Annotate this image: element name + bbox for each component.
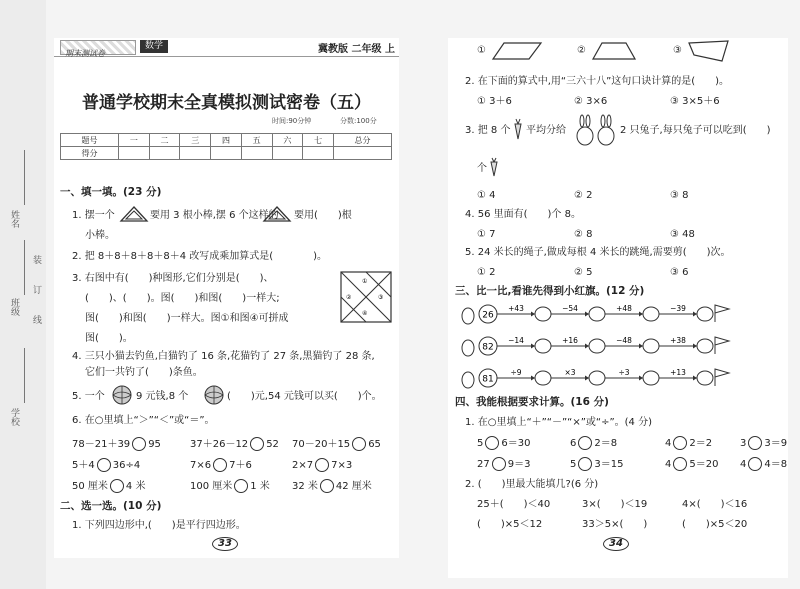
arrow-head-icon: [585, 376, 589, 381]
binding-deco-2: 订: [31, 285, 41, 294]
r-q3-text-a: 3. 把 8 个: [465, 125, 511, 136]
score-header-cell: 五: [241, 134, 272, 147]
binding-margin: [0, 0, 46, 589]
operand-left: 3: [740, 438, 747, 449]
score-table-row: [61, 147, 392, 160]
q3-text-b: ( )、( )。图( )和图( )一样大;: [85, 293, 280, 304]
arrow-head-icon: [693, 376, 697, 381]
comparison-item: [190, 479, 270, 493]
score-header-cell: 三: [180, 134, 211, 147]
comparison-item: [72, 479, 145, 493]
chain-operation: +48: [616, 304, 632, 313]
score-cell[interactable]: [333, 147, 391, 160]
answer-circle[interactable]: [352, 437, 366, 451]
q2-text: 2. 把 8＋8＋8＋8＋8＋4 改写成乘加算式是( )。: [72, 251, 328, 262]
chain-operation: ×3: [564, 368, 576, 377]
page-number-left: 33: [212, 537, 238, 551]
trapezoid-shape: [592, 42, 636, 60]
operator-item: [477, 457, 530, 471]
class-line: [24, 240, 25, 295]
score-cell[interactable]: [180, 147, 211, 160]
triangle-icon: [120, 206, 148, 222]
comparison-item: [292, 458, 352, 472]
r-q5-opt-3: ③ 6: [670, 267, 689, 278]
chain-answer-circle[interactable]: [697, 339, 713, 353]
arrow-head-icon: [531, 344, 535, 349]
page-title: 普通学校期末全真模拟测试密卷（五）: [82, 93, 371, 113]
operator-circle[interactable]: [492, 457, 506, 471]
chain-answer-circle[interactable]: [643, 339, 659, 353]
number-chains: [460, 300, 700, 396]
operand-right: 2＝8: [594, 438, 618, 449]
r-q3-text-c: 2 只兔子,每只兔子可以吃到( ): [620, 125, 771, 136]
arrow-head-icon: [693, 344, 697, 349]
operand-left: 4: [665, 459, 672, 470]
fill-2-1: ( )×5＜12: [477, 519, 543, 530]
r-q4-text: 4. 56 里面有( )个 8。: [465, 209, 581, 220]
r-q5-opt-1: ① 2: [477, 267, 496, 278]
tangram-figure: [340, 271, 392, 323]
opt-3-label: ③: [673, 45, 682, 56]
fill-1-1: 25＋( )＜40: [477, 499, 551, 510]
operand-left: 27: [477, 459, 490, 470]
comparison-right: 7×3: [331, 460, 353, 471]
chain-answer-circle[interactable]: [535, 371, 551, 385]
subject-seal: 数学: [140, 40, 168, 53]
arrow-head-icon: [639, 344, 643, 349]
operator-circle[interactable]: [748, 457, 762, 471]
r-q4-opt-3: ③ 48: [670, 229, 695, 240]
answer-circle[interactable]: [213, 458, 227, 472]
q5-text-b: 9 元钱,8 个: [136, 391, 189, 402]
q3-text-a: 3. 右图中有( )种图形,它们分别是( )、: [72, 273, 274, 284]
comparison-left: 100 厘米: [190, 481, 233, 492]
score-cell[interactable]: [149, 147, 180, 160]
fill-2-2: 33＞5×( ): [582, 519, 648, 530]
chain-operation: −14: [508, 336, 524, 345]
name-line: [24, 150, 25, 205]
q3-text-d: 图( )。: [85, 333, 133, 344]
comparison-item: [292, 437, 381, 451]
arrow-head-icon: [531, 312, 535, 317]
carrot-icon: [489, 157, 499, 177]
comparison-item: [292, 479, 372, 493]
chain-operation: ÷3: [618, 368, 630, 377]
chain-start-value: 26: [482, 310, 494, 321]
chain-start-value: 82: [482, 342, 494, 353]
svg-text:③: ③: [378, 294, 384, 301]
q4-text-a: 4. 三只小猫去钓鱼,白猫钓了 16 条,花猫钓了 27 条,黑猫钓了 28 条,: [72, 351, 375, 362]
parallelogram-shape: [492, 42, 542, 60]
score-cell[interactable]: [241, 147, 272, 160]
animal-icon: [462, 340, 474, 356]
arrow-head-icon: [693, 312, 697, 317]
operand-right: 5＝20: [689, 459, 719, 470]
chain-answer-circle[interactable]: [643, 371, 659, 385]
comparison-right: 52: [266, 439, 279, 450]
r-q5-text: 5. 24 米长的绳子,做成每根 4 米长的跳绳,需要剪( )次。: [465, 247, 731, 258]
q3-text-c: 图( )和图( )一样大。图①和图④可拼成: [85, 313, 289, 324]
comparison-left: 32 米: [292, 481, 318, 492]
q5-text-a: 5. 一个: [72, 391, 105, 402]
carrot-icon: [513, 118, 523, 140]
q1-text-b: 要用 3 根小棒,摆 6 个这样的: [150, 210, 279, 221]
s2-q1-text: 1. 下列四边形中,( )是平行四边形。: [72, 520, 246, 531]
q6-text: 6. 在○里填上“＞”“＜”或“＝”。: [72, 415, 215, 426]
operator-item: [570, 436, 617, 450]
animal-icon: [462, 372, 474, 388]
operator-item: [740, 457, 787, 471]
score-header-cell: 二: [149, 134, 180, 147]
score-header-cell: 总分: [333, 134, 391, 147]
operator-item: [665, 436, 712, 450]
chain-operation: −54: [562, 304, 578, 313]
operand-right: 6＝30: [501, 438, 531, 449]
r-q4-opt-2: ② 8: [574, 229, 593, 240]
answer-circle[interactable]: [315, 458, 329, 472]
comparison-left: 50 厘米: [72, 481, 108, 492]
arrow-head-icon: [531, 376, 535, 381]
chain-operation: +43: [508, 304, 524, 313]
score-cell[interactable]: [303, 147, 334, 160]
answer-circle[interactable]: [97, 458, 111, 472]
answer-circle[interactable]: [320, 479, 334, 493]
r-q2-text: 2. 在下面的算式中,用“三六十八”这句口诀计算的是( )。: [465, 76, 730, 87]
series-text: 期末测试卷: [65, 49, 105, 58]
comparison-item: [72, 437, 161, 451]
operand-left: 4: [740, 459, 747, 470]
binding-deco-3: 线: [31, 315, 41, 324]
r-q2-opt-3: ③ 3×5＋6: [670, 96, 720, 107]
svg-text:④: ④: [362, 310, 368, 317]
chain-operation: +16: [562, 336, 578, 345]
chain-answer-circle[interactable]: [589, 307, 605, 321]
chain-answer-circle[interactable]: [697, 307, 713, 321]
school-label: 学校: [9, 408, 19, 426]
s4-q2-text: 2. ( )里最大能填几?(6 分): [465, 479, 599, 490]
animal-icon: [462, 308, 474, 324]
score-header-cell: 题号: [61, 134, 119, 147]
arrow-head-icon: [639, 312, 643, 317]
comparison-left: 37＋26－12: [190, 439, 249, 450]
school-line: [24, 348, 25, 403]
answer-circle[interactable]: [132, 437, 146, 451]
operand-left: 5: [477, 438, 484, 449]
r-q3-opt-1: ① 4: [477, 190, 496, 201]
operand-left: 6: [570, 438, 577, 449]
rabbit-icon: [574, 114, 618, 148]
q1-text-d: 小棒。: [85, 230, 115, 241]
chain-operation: −48: [616, 336, 632, 345]
r-q3-text-d: 个: [477, 163, 487, 174]
comparison-right: 42 厘米: [335, 481, 372, 492]
operand-left: 5: [570, 459, 577, 470]
svg-text:②: ②: [346, 294, 352, 301]
comparison-left: 70－20＋15: [292, 439, 351, 450]
chain-operation: ÷9: [510, 368, 522, 377]
score-table-header: [61, 134, 392, 147]
r-q4-opt-1: ① 7: [477, 229, 496, 240]
operand-right: 3＝9: [764, 438, 788, 449]
s4-q1-text: 1. 在○里填上“＋”“－”“×”或“÷”。(4 分): [465, 417, 652, 428]
q4-text-b: 它们一共钓了( )条鱼。: [85, 367, 203, 378]
arrow-head-icon: [585, 312, 589, 317]
operand-right: 2＝2: [689, 438, 713, 449]
score-table: [60, 133, 392, 160]
score-header-cell: 四: [211, 134, 242, 147]
ball-icon: [204, 385, 224, 405]
binding-deco-1: 装: [31, 255, 41, 264]
r-q2-opt-1: ① 3＋6: [477, 96, 512, 107]
comparison-left: 5＋4: [72, 460, 95, 471]
r-q5-opt-2: ② 5: [574, 267, 593, 278]
fill-2-3: ( )×5＜20: [682, 519, 748, 530]
triangle-icon: [263, 206, 291, 222]
chain-operation: +13: [670, 368, 686, 377]
chain-operation: −39: [670, 304, 686, 313]
svg-text:①: ①: [362, 278, 368, 285]
comparison-right: 95: [148, 439, 161, 450]
page-header: [54, 38, 399, 57]
comparison-left: 2×7: [292, 460, 314, 471]
operator-circle[interactable]: [578, 436, 592, 450]
comparison-right: 65: [368, 439, 381, 450]
name-label: 姓名: [9, 210, 19, 228]
operator-circle[interactable]: [673, 436, 687, 450]
comparison-right: 7＋6: [229, 460, 252, 471]
chain-answer-circle[interactable]: [589, 371, 605, 385]
score-cell[interactable]: [119, 147, 150, 160]
operator-item: [740, 436, 787, 450]
chain-answer-circle[interactable]: [697, 371, 713, 385]
score-cell[interactable]: [272, 147, 303, 160]
opt-1-label: ①: [477, 45, 486, 56]
comparison-left: 78－21＋39: [72, 439, 131, 450]
operator-item: [477, 436, 530, 450]
class-label: 班级: [9, 298, 19, 316]
operand-right: 4＝8: [764, 459, 788, 470]
edition-label: 冀教版 二年级 上: [318, 44, 395, 55]
operand-left: 4: [665, 438, 672, 449]
section-4-title: 四、我能根据要求计算。(16 分): [455, 396, 609, 408]
chain-answer-circle[interactable]: [535, 339, 551, 353]
score-header-cell: 七: [303, 134, 334, 147]
chain-answer-circle[interactable]: [535, 307, 551, 321]
chain-answer-circle[interactable]: [589, 339, 605, 353]
section-3-title: 三、比一比,看谁先得到小红旗。(12 分): [455, 285, 645, 297]
fill-1-2: 3×( )＜19: [582, 499, 648, 510]
operator-circle[interactable]: [673, 457, 687, 471]
time-limit: 时间:90分钟: [272, 117, 312, 125]
operator-item: [665, 457, 718, 471]
arrow-head-icon: [639, 376, 643, 381]
r-q3-opt-3: ③ 8: [670, 190, 689, 201]
chain-start-value: 81: [482, 374, 494, 385]
comparison-right: 1 米: [250, 481, 270, 492]
answer-circle[interactable]: [250, 437, 264, 451]
chain-operation: +38: [670, 336, 686, 345]
score-header-cell: 六: [272, 134, 303, 147]
r-q3-text-b: 平均分给: [526, 125, 566, 136]
r-q2-opt-2: ② 3×6: [574, 96, 608, 107]
ball-icon: [112, 385, 132, 405]
page-number-right: 34: [603, 537, 629, 551]
operator-circle[interactable]: [578, 457, 592, 471]
full-score: 分数:100分: [340, 117, 377, 125]
comparison-right: 4 米: [125, 481, 146, 492]
q1-text-a: 1. 摆一个: [72, 210, 115, 221]
operator-item: [570, 457, 623, 471]
comparison-item: [72, 458, 140, 472]
arrow-head-icon: [585, 344, 589, 349]
score-cell[interactable]: [211, 147, 242, 160]
comparison-item: [190, 437, 279, 451]
comparison-item: [190, 458, 252, 472]
comparison-right: 36÷4: [112, 460, 141, 471]
r-q3-opt-2: ② 2: [574, 190, 593, 201]
series-logo: [60, 40, 136, 58]
section-1-title: 一、填一填。(23 分): [60, 186, 162, 198]
operator-circle[interactable]: [748, 436, 762, 450]
opt-2-label: ②: [577, 45, 586, 56]
q1-text-c: 要用( )根: [294, 210, 352, 221]
chain-answer-circle[interactable]: [643, 307, 659, 321]
fill-1-3: 4×( )＜16: [682, 499, 748, 510]
comparison-left: 7×6: [190, 460, 212, 471]
answer-circle[interactable]: [110, 479, 124, 493]
q5-text-c: ( )元,54 元钱可以买( )个。: [227, 391, 382, 402]
score-row-label: 得分: [61, 147, 119, 160]
operand-right: 9＝3: [507, 459, 531, 470]
section-2-title: 二、选一选。(10 分): [60, 500, 162, 512]
answer-circle[interactable]: [234, 479, 248, 493]
score-header-cell: 一: [119, 134, 150, 147]
quadrilateral-shape: [688, 40, 730, 62]
operand-right: 3＝15: [594, 459, 624, 470]
operator-circle[interactable]: [485, 436, 499, 450]
